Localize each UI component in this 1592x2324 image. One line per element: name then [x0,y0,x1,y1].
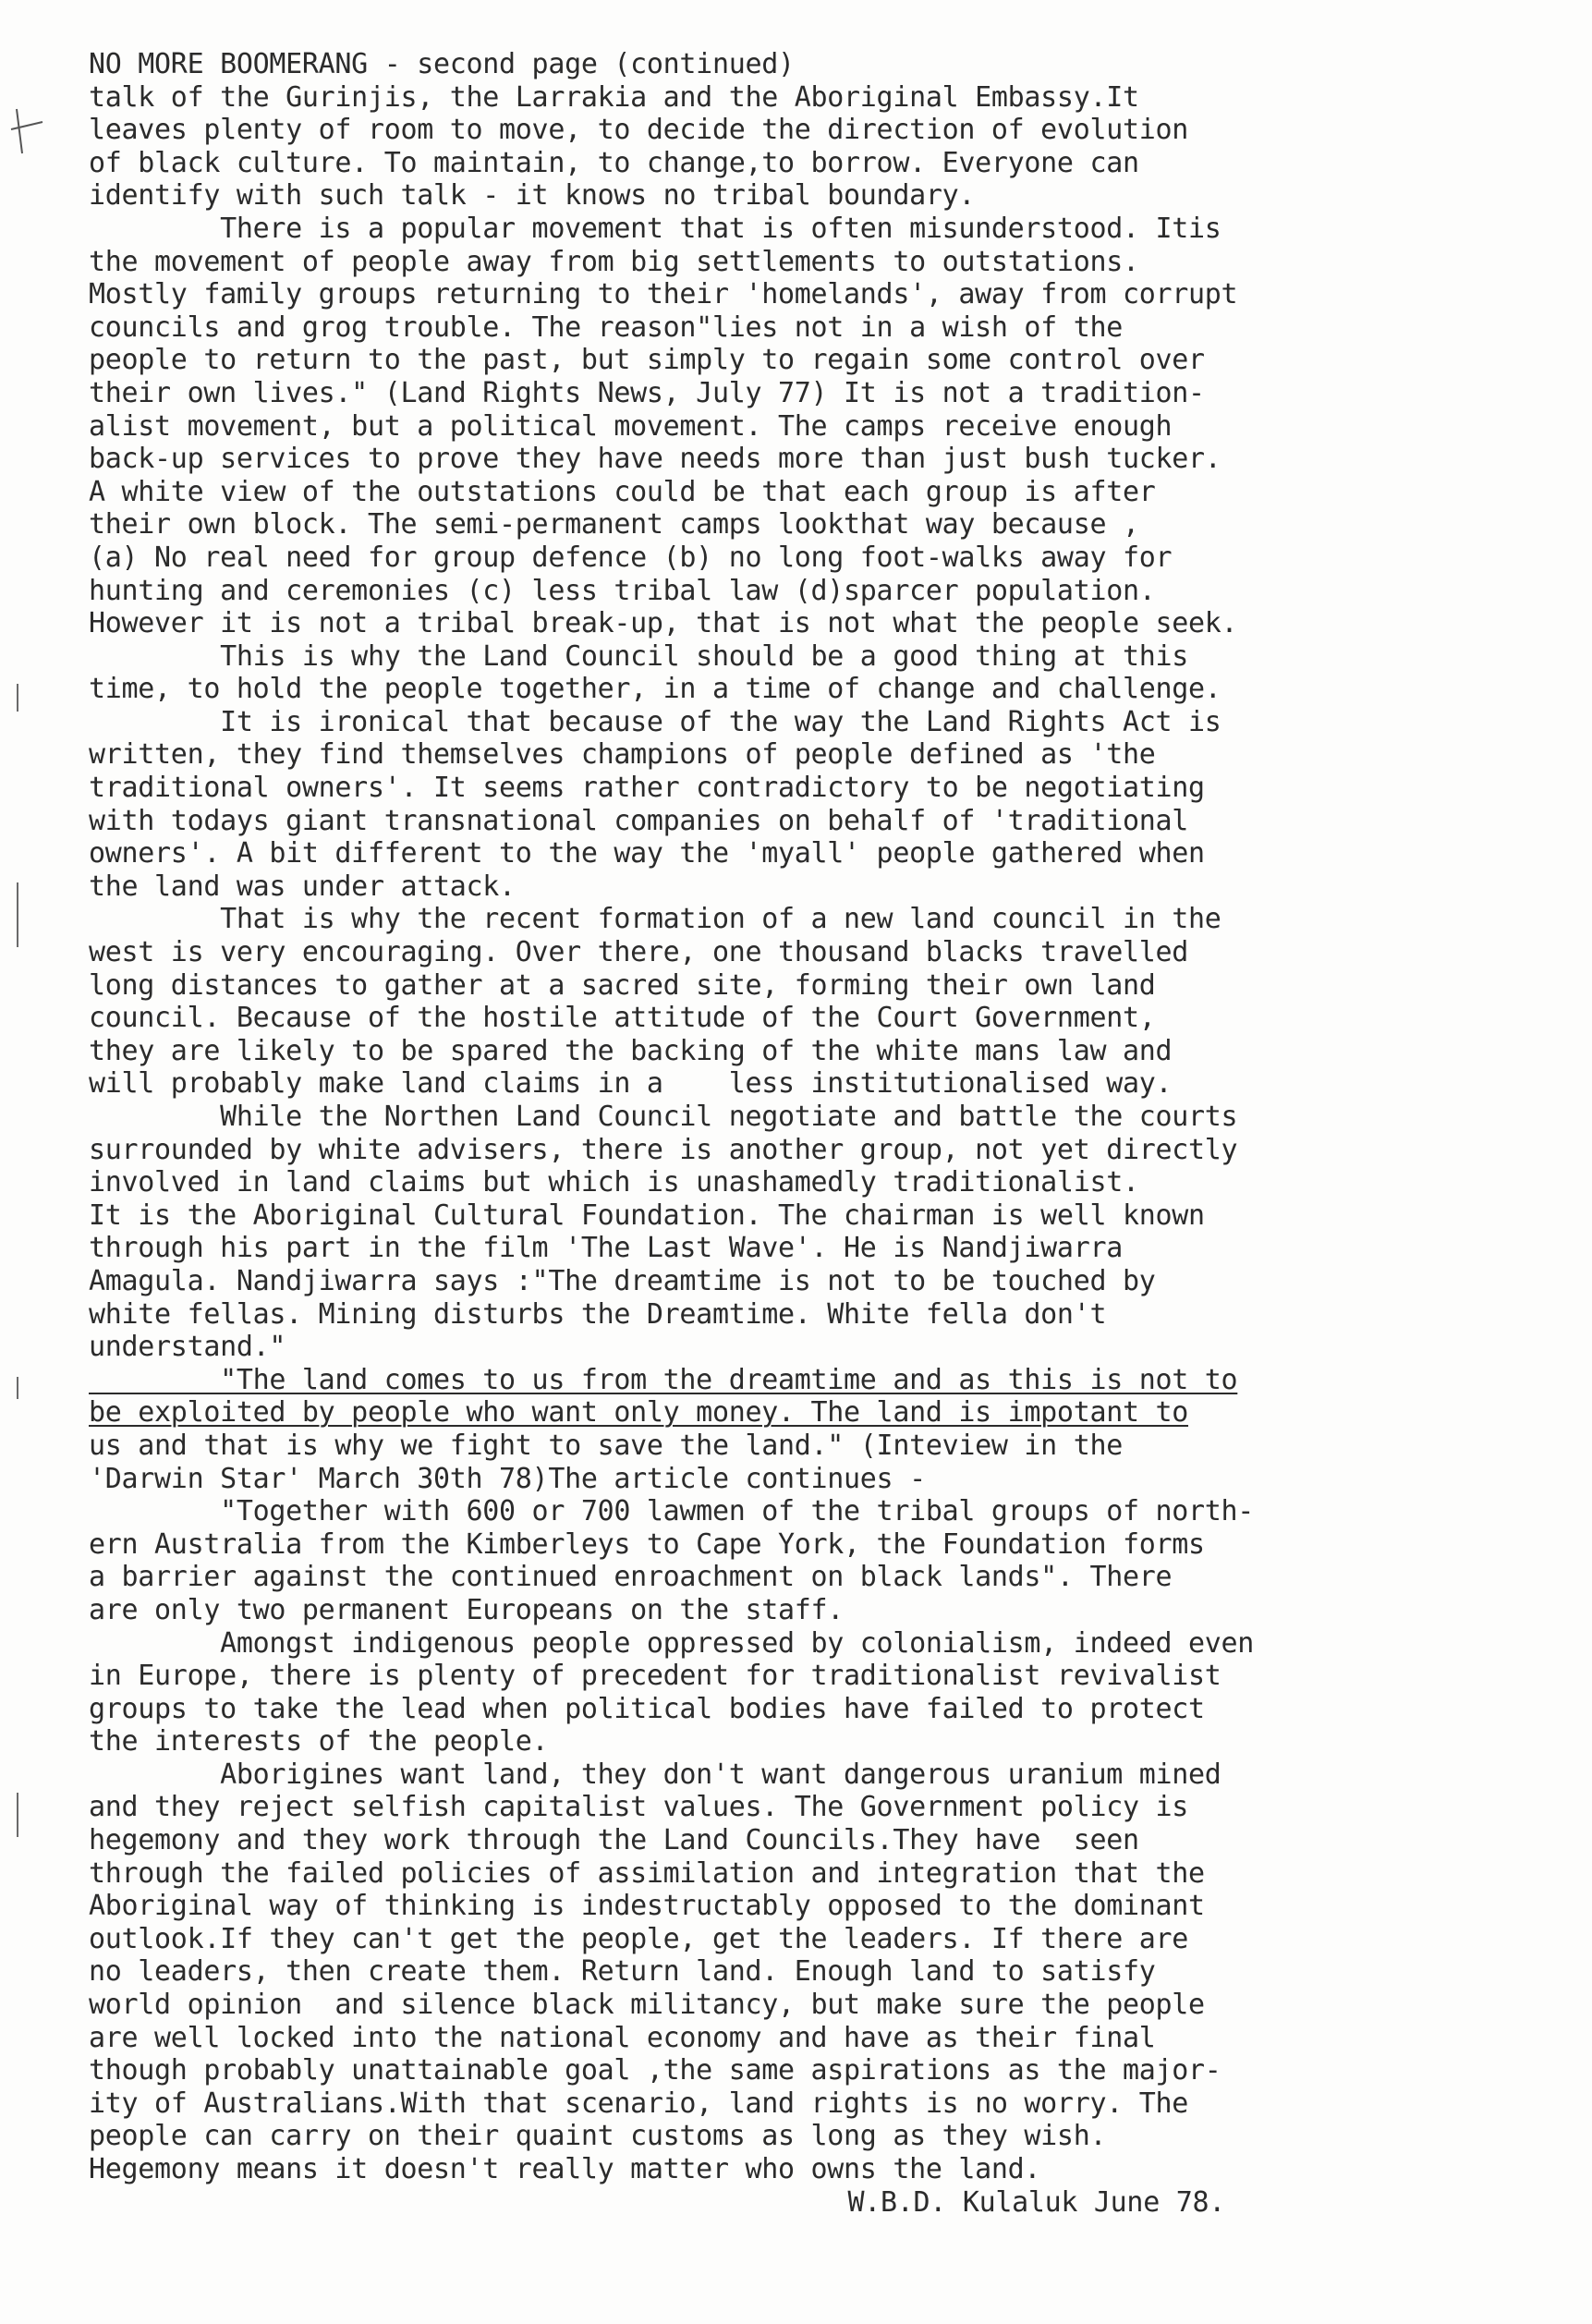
text-line: are well locked into the national economy and have as their final [89,2021,1156,2054]
text-line: That is why the recent formation of a new land council in the [89,903,1221,936]
text-line: people can carry on their quaint customs as long as they wish. [89,2120,1107,2153]
text-line: (a) No real need for group defence (b) no long foot-walks away for [89,541,1173,574]
text-line: While the Northen Land Council negotiate and battle the courts [89,1101,1238,1133]
text-line: This is why the Land Council should be a good thing at this [89,639,1189,673]
text-line: involved in land claims but which is unashamedly traditionalist. [89,1166,1139,1199]
text-line: people to return to the past, but simply to regain some control over [89,344,1205,377]
text-line: long distances to gather at a sacred site, forming their own land [89,968,1156,1002]
text-line: There is a popular movement that is often misunderstood. Itis [89,212,1221,245]
text-line: hunting and ceremonies (c) less tribal law (d)sparcer population. [89,574,1156,607]
text-line: a barrier against the continued enroachment on black lands". There [89,1561,1173,1594]
text-line: time, to hold the people together, in a time of change and challenge. [89,673,1221,706]
text-line: understand." [89,1331,286,1364]
text-line: council. Because of the hostile attitude of the Court Government, [89,1002,1156,1035]
text-line: ity of Australians.With that scenario, land rights is no worry. The [89,2087,1189,2120]
text-line: written, they find themselves champions of people defined as 'the [89,738,1156,772]
text-line: are only two permanent Europeans on the staff. [89,1593,845,1626]
text-line: talk of the Gurinjis, the Larrakia and the Aboriginal Embassy.It [89,80,1139,114]
document-heading: NO MORE BOOMERANG - second page (continued) [89,48,795,80]
text-line: ern Australia from the Kimberleys to Cape York, the Foundation forms [89,1527,1205,1561]
text-line: Aboriginal way of thinking is indestructably opposed to the dominant [89,1890,1205,1923]
text-line: It is the Aboriginal Cultural Foundation. The chairman is well known [89,1199,1205,1232]
text-line: and they reject selfish capitalist values. The Government policy is [89,1791,1189,1824]
text-line: alist movement, but a political movement. The camps receive enough [89,409,1173,443]
text-line: the interests of the people. [89,1725,549,1758]
text-line: outlook.If they can't get the people, get the leaders. If there are [89,1922,1189,1955]
text-line: Amongst indigenous people oppressed by colonialism, indeed even [89,1626,1255,1660]
text-line: Amagula. Nandjiwarra says :"The dreamtime is not to be touched by [89,1264,1156,1297]
text-line: will probably make land claims in a less institutionalised way. [89,1067,1173,1101]
text-line: A white view of the outstations could be that each group is after [89,475,1156,508]
signoff: W.B.D. Kulaluk June 78. [847,2185,1225,2219]
text-line: in Europe, there is plenty of precedent for traditionalist revivalist [89,1660,1221,1693]
text-line: Mostly family groups returning to their 'homelands', away from corrupt [89,278,1238,311]
text-line: through his part in the film 'The Last Wave'. He is Nandjiwarra [89,1232,1123,1265]
text-line: through the failed policies of assimilation and integration that the [89,1856,1205,1890]
text-line: their own block. The semi-permanent camps lookthat way because , [89,508,1139,541]
text-line: with todays giant transnational companies on behalf of 'traditional [89,804,1189,837]
text-line: groups to take the lead when political bodies have failed to protect [89,1692,1205,1725]
margin-tick [17,882,18,947]
typed-text-body [89,48,1530,2219]
margin-tick [17,684,18,712]
text-line: owners'. A bit different to the way the 'myall' people gathered when [89,837,1205,870]
text-line: "Together with 600 or 700 lawmen of the tribal groups of north- [89,1495,1255,1528]
text-line: their own lives." (Land Rights News, July 77) It is not a tradition- [89,376,1205,409]
text-line: hegemony and they work through the Land Councils.They have seen [89,1824,1139,1857]
text-line: be exploited by people who want only money. The land is impotant to [89,1396,1189,1430]
text-line: Aborigines want land, they don't want dangerous uranium mined [89,1758,1221,1791]
text-line: 'Darwin Star' March 30th 78)The article continues - [89,1462,926,1495]
text-line: of black culture. To maintain, to change,to borrow. Everyone can [89,146,1139,179]
margin-tick [17,1377,18,1399]
text-line: the land was under attack. [89,870,516,903]
text-line: It is ironical that because of the way the Land Rights Act is [89,705,1221,738]
text-line: though probably unattainable goal ,the same aspirations as the major- [89,2054,1221,2087]
text-line: world opinion and silence black militancy, but make sure the people [89,1989,1205,2022]
text-line: Hegemony means it doesn't really matter who owns the land. [89,2153,1041,2185]
text-line: surrounded by white advisers, there is another group, not yet directly [89,1133,1238,1166]
text-line: leaves plenty of room to move, to decide the direction of evolution [89,114,1189,147]
text-line: However it is not a tribal break-up, that is not what the people seek. [89,607,1238,640]
text-line: no leaders, then create them. Return land. Enough land to satisfy [89,1955,1156,1989]
text-line: west is very encouraging. Over there, one thousand blacks travelled [89,936,1189,969]
margin-cross-mark [9,102,46,157]
text-line: us and that is why we fight to save the land." (Inteview in the [89,1429,1123,1462]
text-line: white fellas. Mining disturbs the Dreamtime. White fella don't [89,1297,1107,1331]
text-line: back-up services to prove they have needs more than just bush tucker. [89,443,1221,476]
text-line: "The land comes to us from the dreamtime and as this is not to [89,1363,1238,1396]
margin-tick [17,1793,18,1837]
text-line: identify with such talk - it knows no tribal boundary. [89,179,976,213]
body-lines [89,81,1530,2186]
text-line: they are likely to be spared the backing of the white mans law and [89,1034,1173,1067]
text-line: traditional owners'. It seems rather contradictory to be negotiating [89,772,1205,805]
text-line: the movement of people away from big settlements to outstations. [89,245,1139,278]
text-line: councils and grog trouble. The reason"lies not in a wish of the [89,310,1123,344]
